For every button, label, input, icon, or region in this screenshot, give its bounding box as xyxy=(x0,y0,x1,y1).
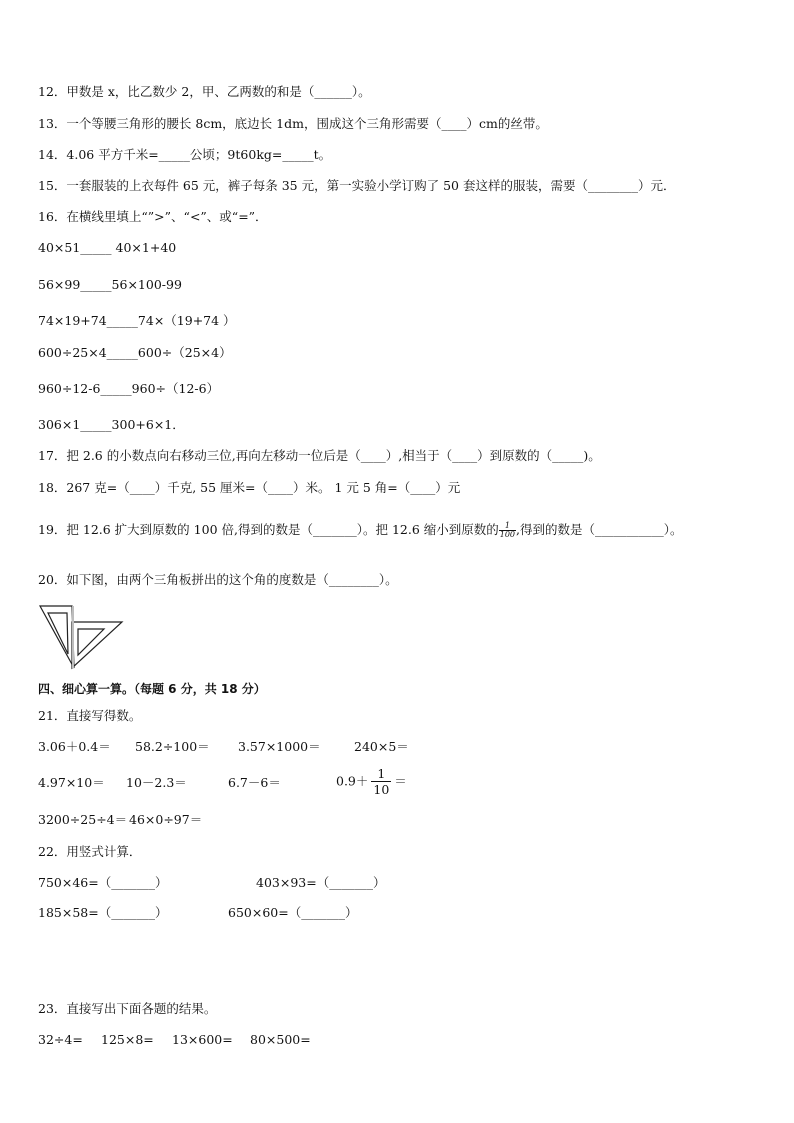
set-square-shading xyxy=(72,606,74,668)
q21-r1-item-1: 3.06＋0.4＝ xyxy=(38,739,111,754)
q21-r1-item-4: 240×5＝ xyxy=(354,739,409,754)
q22-row-2 xyxy=(38,905,738,921)
q19-frac-den: 100 xyxy=(499,530,516,539)
question-16-prompt: 16．在横线里填上“”>”、“<”、或“=”． xyxy=(38,209,268,224)
question-19 xyxy=(38,522,683,539)
section-4-heading: 四、细心算一算。（每题 6 分，共 18 分） xyxy=(38,682,266,696)
triangle-left-inner xyxy=(48,613,68,654)
question-22-prompt: 22．用竖式计算． xyxy=(38,844,142,859)
q21-r3-item-1: 3200÷25÷4＝ xyxy=(38,812,128,827)
question-20: 20．如下图，由两个三角板拼出的这个角的度数是（________）。 xyxy=(38,572,398,587)
q22-item-4: 650×60=（_______） xyxy=(228,905,358,920)
triangle-left xyxy=(40,606,74,668)
q16-item-3: 74×19+74_____74×（19+74 ） xyxy=(38,313,236,328)
q16-item-1: 40×51_____ 40×1+40 xyxy=(38,240,177,255)
q22-item-2: 403×93=（_______） xyxy=(256,875,386,890)
q21-frac-den: 10 xyxy=(373,782,390,797)
q21-r2-item-1: 4.97×10＝ xyxy=(38,775,105,790)
q21-row-3 xyxy=(38,812,738,828)
q19-part2: ,得到的数是（___________）。 xyxy=(516,522,683,537)
q21-row-1 xyxy=(38,739,738,755)
q19-frac-num: 1 xyxy=(499,522,516,531)
q21-row-2 xyxy=(38,766,738,800)
q19-part1: 19．把 12.6 扩大到原数的 100 倍,得到的数是（_______）。把 12.6 缩小到原数的 xyxy=(38,522,499,537)
set-square-triangles xyxy=(40,606,122,668)
question-12: 12．甲数是 x，比乙数少 2，甲、乙两数的和是（______）。 xyxy=(38,84,371,99)
q21-r1-item-3: 3.57×1000＝ xyxy=(238,739,321,754)
edge-shade xyxy=(72,606,74,668)
question-13: 13．一个等腰三角形的腰长 8cm，底边长 1dm，围成这个三角形需要（____）cm的丝带。 xyxy=(38,116,548,131)
q16-item-5: 960÷12-6_____960÷（12-6） xyxy=(38,381,220,396)
q21-r3-item-2: 46×0÷97＝ xyxy=(129,812,203,827)
q21-r2-tail: ＝ xyxy=(394,773,407,789)
q23-item-2: 125×8= xyxy=(101,1032,154,1047)
q23-row xyxy=(38,1032,738,1048)
q21-frac-num: 1 xyxy=(371,766,391,782)
question-17: 17．把 2.6 的小数点向右移动三位,再向左移动一位后是（____）,相当于（____）到原数的（_____)。 xyxy=(38,448,601,463)
q23-item-1: 32÷4= xyxy=(38,1032,83,1047)
q21-r2-item-3: 6.7－6＝ xyxy=(228,775,281,790)
question-21-prompt: 21．直接写得数。 xyxy=(38,708,142,723)
q21-fraction xyxy=(371,766,391,797)
q21-r2-item-2: 10－2.3＝ xyxy=(126,775,187,790)
q16-item-6: 306×1_____300+6×1． xyxy=(38,417,185,432)
q23-item-3: 13×600= xyxy=(172,1032,233,1047)
q21-r1-item-2: 58.2÷100＝ xyxy=(135,739,210,754)
q23-item-4: 80×500= xyxy=(250,1032,311,1047)
question-14: 14．4.06 平方千米=_____公顷；9t60kg=_____t。 xyxy=(38,147,332,162)
q22-row-1 xyxy=(38,875,738,891)
q16-item-2: 56×99_____56×100-99 xyxy=(38,277,182,292)
question-15: 15．一套服装的上衣每件 65 元，裤子每条 35 元，第一实验小学订购了 50 套这样的服装，需要（________）元． xyxy=(38,178,676,193)
q22-item-3: 185×58=（_______） xyxy=(38,905,168,920)
question-18: 18．267 克=（____）千克, 55 厘米=（____）米。 1 元 5 角=（____）元 xyxy=(38,480,461,495)
set-square-figure xyxy=(38,602,126,672)
q22-item-1: 750×46=（_______） xyxy=(38,875,168,890)
q21-r2-item-4-text: 0.9＋ xyxy=(336,773,369,789)
q19-fraction xyxy=(499,522,516,539)
question-23-prompt: 23．直接写出下面各题的结果。 xyxy=(38,1001,217,1016)
q16-item-4: 600÷25×4_____600÷（25×4） xyxy=(38,345,232,360)
q21-r2-item-4 xyxy=(336,766,407,797)
